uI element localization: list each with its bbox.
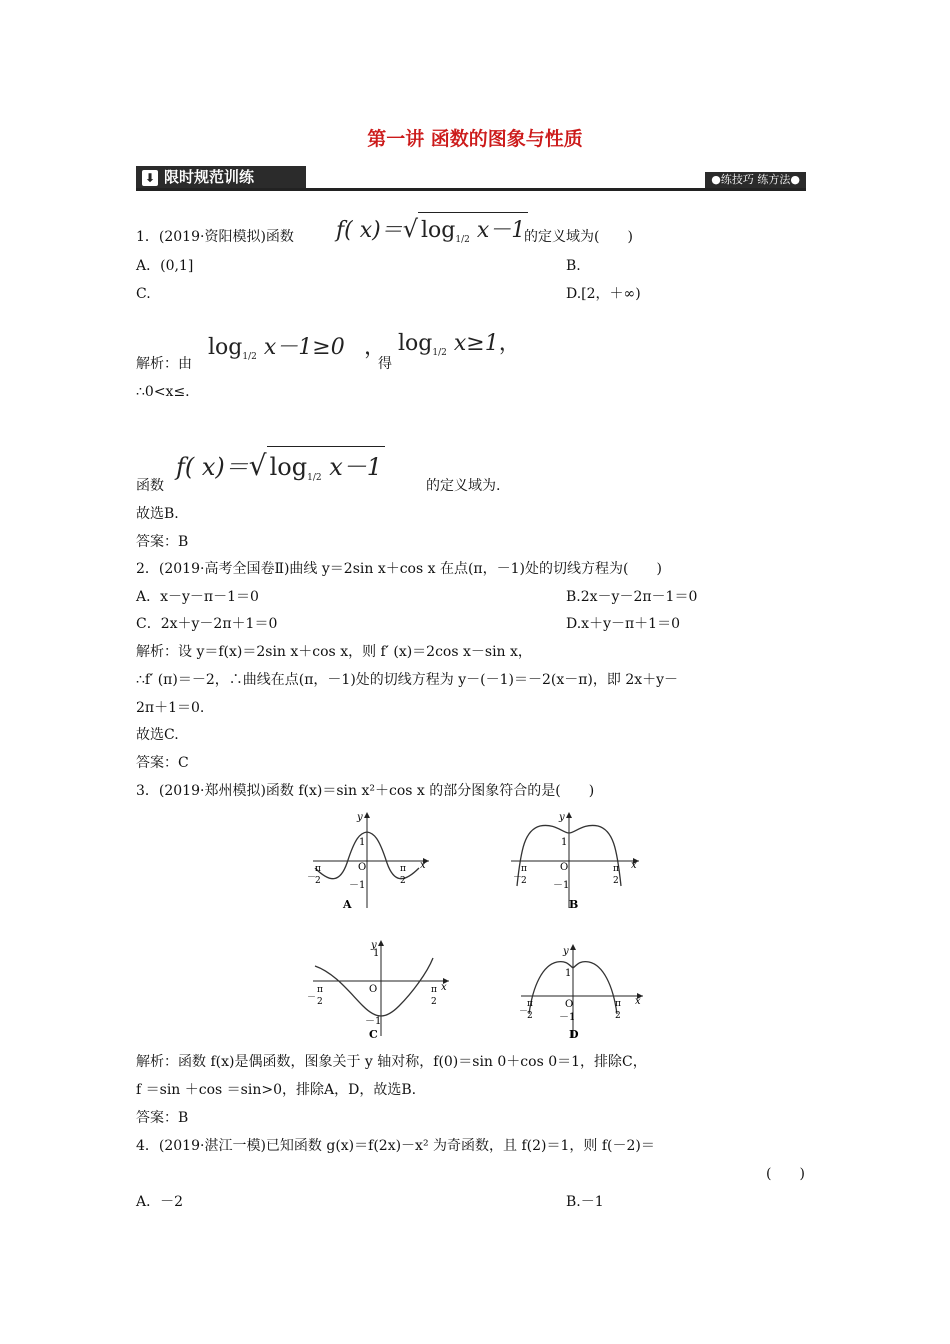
q1-sol-formula-tail: x－1 (321, 453, 383, 481)
q3-stem: 3．(2019·郑州模拟)函数 f(x)＝sin x²＋cos x 的部分图象符合的是( ) (136, 783, 595, 799)
graph-b-tick-two-left: 2 (521, 876, 527, 886)
q1-solution-expr1 (208, 330, 345, 362)
q4-option-a: A．－2 (136, 1194, 184, 1210)
graph-b-caption: B (569, 898, 579, 911)
graph-b-tick-pi-right: π (613, 864, 619, 874)
q2-stem: 2．(2019·高考全国卷Ⅱ)曲线 y＝2sin x＋cos x 在点(π，－1)处的切线方程为( ) (136, 561, 662, 577)
q1-option-d: D.[2，＋∞) (566, 286, 641, 302)
q2-option-b: B.2x－y－2π－1＝0 (566, 589, 698, 605)
q1-formula-base: 1/2 (455, 235, 470, 245)
q2-solution-line1: 解析：设 y＝f(x)＝2sin x＋cos x，则 f′ (x)＝2cos x－sin x， (136, 644, 532, 660)
graph-d-origin: O (565, 999, 574, 1010)
q1-sol-formula-log: log (269, 453, 308, 481)
q2-option-c: C．2x＋y－2π＋1＝0 (136, 616, 278, 632)
graph-b (505, 808, 645, 916)
q1-formula-log: log (421, 218, 456, 243)
q1-solution-expr2 (398, 326, 521, 358)
q1-solution-line2: ∴0<x≤. (136, 384, 190, 400)
graph-b-y-arrow (566, 812, 572, 818)
q2-answer: 答案：C (136, 755, 189, 771)
q1-sol-expr2-text: x≥1 (446, 331, 499, 356)
graph-a-tick-pi-left: π (315, 864, 321, 874)
graph-a-origin: O (358, 862, 367, 873)
graph-a-tick-one: 1 (359, 837, 366, 848)
q2-option-a: A．x－y－π－1＝0 (136, 589, 259, 605)
q1-formula (336, 212, 528, 245)
graph-c-y-arrow (378, 940, 384, 946)
q1-sol-base2: 1/2 (432, 348, 447, 358)
q1-stem-pre: 1．(2019·资阳模拟)函数 (136, 229, 294, 245)
graph-c-x-label: x (441, 982, 447, 993)
graph-c (305, 938, 455, 1046)
graph-a-tick-pi-right: π (400, 864, 406, 874)
q1-sol-log1: log (208, 335, 243, 360)
q1-choose: 故选B. (136, 506, 179, 522)
graph-c-tick-neg-one: －1 (365, 1016, 382, 1027)
graph-a-y-label: y (357, 812, 363, 823)
graph-d-caption: D (569, 1028, 579, 1041)
graph-d (515, 940, 655, 1044)
graph-d-x-label: x (635, 996, 641, 1007)
graph-b-y-label: y (559, 812, 565, 823)
graph-b-tick-two-right: 2 (613, 876, 619, 886)
sqrt-icon-2: √ (248, 449, 267, 482)
section-tab (136, 166, 306, 188)
graph-b-tick-one: 1 (561, 837, 568, 848)
graph-d-tick-two-right: 2 (615, 1011, 621, 1021)
graph-a-x-label: x (420, 860, 426, 871)
graph-d-tick-one: 1 (565, 968, 572, 979)
graph-a-tick-two-right: 2 (400, 876, 406, 886)
q3-solution-line1: 解析：函数 f(x)是偶函数，图象关于 y 轴对称，f(0)＝sin 0＋cos 0＝1，排除C， (136, 1054, 647, 1070)
q1-sol-log2: log (398, 331, 433, 356)
q4-stem: 4．(2019·湛江一模)已知函数 g(x)＝f(2x)－x² 为奇函数，且 f(2)＝1，则 f(－2)＝ (136, 1138, 655, 1154)
graph-b-tick-pi-left: π (521, 864, 527, 874)
graph-c-tick-pi-right: π (431, 985, 437, 995)
q1-answer: 答案：B (136, 534, 189, 550)
q1-option-c: C. (136, 286, 151, 302)
q2-option-d: D.x＋y－π＋1＝0 (566, 616, 680, 632)
graph-c-origin: O (369, 984, 378, 995)
q1-solution-comma: ， (364, 335, 387, 360)
section-tagline: ●练技巧 练方法● (705, 172, 806, 188)
graph-c-tick-two-left: 2 (317, 997, 323, 1007)
q1-solution-line3-post: 的定义域为. (426, 478, 501, 494)
graph-d-y-arrow (570, 944, 576, 950)
q1-sol-formula-base: 1/2 (307, 473, 322, 483)
graph-d-y-label: y (563, 946, 569, 957)
graph-a-tick-two-left: 2 (315, 876, 321, 886)
section-rule (136, 188, 806, 191)
q3-answer: 答案：B (136, 1110, 189, 1126)
q1-stem-post: 的定义域为( ) (524, 229, 633, 245)
graph-d-tick-two-left: 2 (527, 1011, 533, 1021)
page-title: 第一讲 函数的图象与性质 (367, 128, 583, 150)
q1-option-b: B. (566, 258, 581, 274)
graph-d-tick-pi-left: π (527, 999, 533, 1009)
down-arrow-icon: ⬇ (142, 170, 158, 186)
q1-solution-formula (176, 446, 385, 483)
q1-formula-f: f( x)＝ (336, 218, 403, 243)
q3-solution-line2: f ＝sin ＋cos ＝sin>0，排除A，D，故选B. (136, 1082, 417, 1098)
graph-c-tick-two-right: 2 (431, 997, 437, 1007)
q2-choose: 故选C. (136, 727, 179, 743)
q2-solution-line2: ∴f′ (π)＝－2，∴曲线在点(π，－1)处的切线方程为 y－(－1)＝－2(x－π)，即 2x＋y－ (136, 672, 679, 688)
graph-d-tick-pi-right: π (615, 999, 621, 1009)
graph-c-y-label: y (371, 940, 377, 951)
graph-c-tick-minus: － (307, 993, 317, 1003)
q1-sol-base1: 1/2 (242, 352, 257, 362)
sqrt-icon: √ (402, 215, 419, 243)
q1-sol-end: ， (498, 331, 521, 356)
graph-a-caption: A (343, 898, 352, 911)
q1-formula-tail: x－1 (469, 218, 526, 243)
graph-c-tick-pi-left: π (317, 985, 323, 995)
graph-c-tick-one: 1 (373, 948, 380, 959)
graph-a-tick-minus: － (307, 873, 317, 883)
q2-solution-line3: 2π＋1＝0. (136, 700, 205, 716)
graph-b-tick-neg-one: －1 (553, 880, 570, 891)
q1-solution-get: 得 (378, 356, 392, 372)
section-label: 限时规范训练 (164, 168, 255, 186)
section-bar (136, 166, 806, 191)
graph-b-origin: O (560, 862, 569, 873)
graph-b-x-label: x (631, 860, 637, 871)
graph-a-tick-neg-one: －1 (349, 880, 366, 891)
graph-c-caption: C (369, 1028, 378, 1041)
q4-answer-paren: ( ) (766, 1166, 805, 1182)
graph-d-tick-neg-one: －1 (559, 1012, 576, 1023)
graph-a-y-arrow (364, 812, 370, 818)
q1-solution-pre: 解析：由 (136, 356, 192, 372)
graph-b-tick-minus: － (513, 873, 523, 883)
q1-sol-expr1-text: x－1≥0 (256, 335, 345, 360)
q1-option-a: A．(0,1] (136, 258, 194, 274)
q4-option-b: B.－1 (566, 1194, 604, 1210)
q1-solution-line3-pre: 函数 (136, 478, 164, 494)
q1-sol-formula-f: f( x)＝ (176, 453, 249, 481)
graph-a (305, 808, 435, 916)
graph-d-tick-minus: － (519, 1007, 529, 1017)
